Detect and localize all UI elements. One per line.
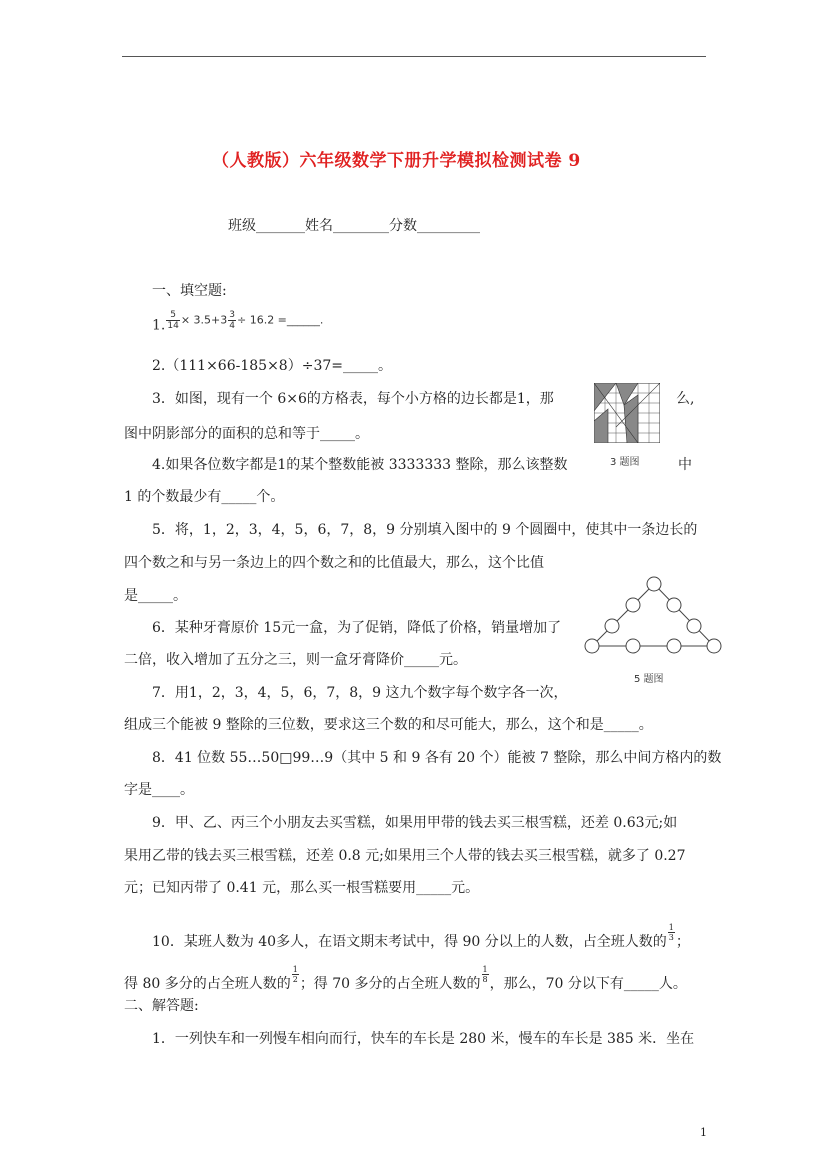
- page-number: 1: [700, 1126, 707, 1139]
- question-3-line1-end: 么,: [676, 391, 695, 407]
- question-4-line1-end: 中: [678, 457, 692, 473]
- question-7-line2: 组成三个能被 9 整除的三位数，要求这三个数的和尽可能大，那么，这个和是_____。: [124, 717, 653, 733]
- question-3-line2: 图中阴影部分的面积的总和等于_____。: [124, 426, 369, 442]
- question-9-line3: 元；已知丙带了 0.41 元，那么买一根雪糕要用_____元。: [124, 880, 480, 896]
- question-4-line2: 1 的个数最少有_____个。: [124, 489, 285, 505]
- section2-heading: 二、解答题:: [124, 998, 199, 1014]
- question-8-line2: 字是____。: [124, 782, 194, 798]
- question-9-line2: 果用乙带的钱去买三根雪糕，还差 0.8 元;如果用三个人带的钱去买三根雪糕，就多了 0.27: [124, 848, 686, 864]
- figure-5-caption: 5 题图: [634, 674, 664, 685]
- question-8-line1: 8．41 位数 55…50□99…9（其中 5 和 9 各有 20 个）能被 7 整除，那么中间方格内的数: [152, 750, 722, 766]
- header-rule: [122, 56, 706, 57]
- section2-question-1: 1．一列快车和一列慢车相向而行，快车的车长是 280 米，慢车的车长是 385 米．坐在: [152, 1031, 695, 1047]
- question-5-line3: 是_____。: [124, 588, 187, 604]
- figure-5-triangle: [582, 574, 722, 658]
- question-4-line1: 4.如果各位数字都是1的某个整数能被 3333333 整除，那么该整数: [152, 457, 568, 473]
- question-5-line1: 5．将，1，2，3，4，5，6，7，8，9 分别填入图中的 9 个圆圈中，使其中一条边长的: [152, 522, 698, 538]
- figure-3-grid: [594, 383, 660, 443]
- question-6-line1: 6．某种牙膏原价 15元一盒，为了促销，降低了价格，销量增加了: [152, 620, 562, 636]
- figure-3-caption: 3 题图: [610, 457, 640, 468]
- question-2: 2.（111×66-185×8）÷37=_____。: [152, 358, 392, 374]
- question-10-line1: 10．某班人数为 40多人，在语文期末考试中，得 90 分以上的人数，占全班人数的 $\frac{1}{3}$ ；: [152, 923, 690, 950]
- student-info-line: 班级_______姓名________分数_________: [228, 218, 480, 234]
- question-10-line2: 得 80 多分的占全班人数的 $\frac{1}{2}$ ；得 70 多分的占全班人数的 $\frac{1}{8}$ ，那么，70 分以下有_____人。: [124, 965, 687, 992]
- question-3-line1: 3．如图，现有一个 6×6的方格表，每个小方格的边长都是1，那: [152, 391, 554, 407]
- question-6-line2: 二倍，收入增加了五分之三，则一盒牙膏降价_____元。: [124, 652, 467, 668]
- question-5-line2: 四个数之和与另一条边上的四个数之和的比值最大，那么，这个比值: [124, 555, 544, 571]
- question-1: 1. $\frac{5}{14}$ × 3.5+3 $\frac{3}{4}$ ÷ 16.2 =______.: [152, 310, 324, 334]
- question-7-line1: 7．用1，2，3，4，5，6，7，8，9 这九个数字每个数字各一次，: [152, 685, 568, 701]
- page-title: （人教版）六年级数学下册升学模拟检测试卷 9: [212, 151, 581, 171]
- question-9-line1: 9．甲、乙、丙三个小朋友去买雪糕，如果用甲带的钱去买三根雪糕，还差 0.63元;如: [152, 815, 678, 831]
- section1-heading: 一、填空题:: [152, 283, 227, 299]
